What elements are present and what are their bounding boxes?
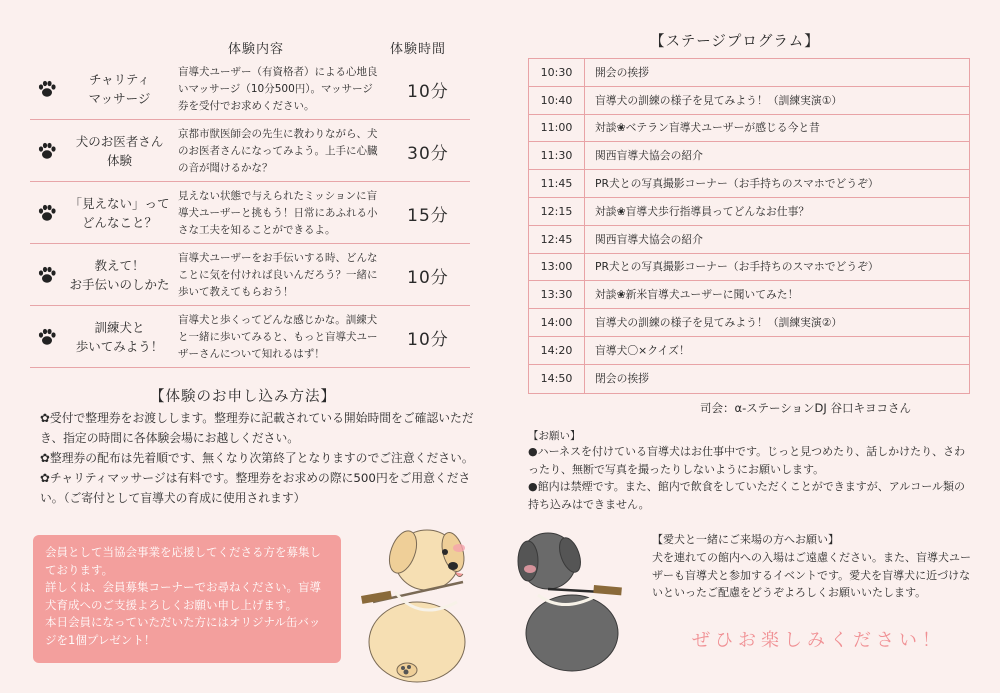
paw-icon (36, 140, 58, 162)
experience-name-cell (30, 120, 175, 182)
experience-duration: 10分 (407, 329, 449, 350)
program-item: PR犬との写真撮影コーナー（お手持ちのスマホでどうぞ） (595, 260, 879, 274)
program-time: 14:00 (529, 309, 585, 336)
program-title: 【ステージプログラム】 (650, 34, 820, 50)
experience-duration: 15分 (407, 205, 449, 226)
program-item: 対談❀ベテラン盲導犬ユーザーが感じる今と昔 (595, 121, 820, 135)
program-item: 開会の挨拶 (595, 65, 649, 79)
paw-icon (36, 78, 58, 100)
experience-row (30, 182, 470, 244)
paw-icon (36, 202, 58, 224)
apply-title: 【体験のお申し込み方法】 (150, 389, 336, 405)
program-time: 11:00 (529, 115, 585, 142)
program-item: 盲導犬〇×クイズ！ (595, 343, 690, 357)
experience-title: 犬のお医者さん 体験 (75, 134, 164, 168)
program-time: 12:15 (529, 198, 585, 225)
program-item: 対談❀盲導犬歩行指導員ってどんなお仕事？ (595, 204, 810, 218)
experience-description: 盲導犬ユーザーをお手伝いする時、どんなことに気を付ければ良いんだろう？一緒に歩いて教えてもらおう！ (178, 252, 378, 298)
program-time: 13:00 (529, 254, 585, 281)
program-time: 11:30 (529, 142, 585, 169)
program-row (529, 59, 969, 87)
program-item: 関西盲導犬協会の紹介 (595, 149, 703, 163)
request-item: ●館内は禁煙です。また、館内で飲食をしていただくことができますが、アルコール類の持ち込みはできません。 (528, 480, 966, 511)
black-guide-dog-illustration (508, 525, 628, 675)
program-time: 13:30 (529, 281, 585, 308)
program-row (529, 337, 969, 365)
experience-duration: 10分 (407, 267, 449, 288)
program-item: 盲導犬の訓練の様子を見てみよう！（訓練実演②） (595, 316, 843, 330)
experience-row (30, 244, 470, 306)
header-experience-time: 体験時間 (390, 42, 447, 57)
experience-title: 訓練犬と 歩いてみよう！ (75, 320, 164, 354)
program-row (529, 365, 969, 393)
experience-description: 盲導犬ユーザー（有資格者）による心地良いマッサージ（10分500円）。マッサージ券を受付でお求めください。 (178, 66, 378, 112)
experience-title: 教えて！ お手伝いのしかた (69, 258, 170, 292)
member-line: 会員として当協会事業を応援してくださる方を募集しております。 (45, 545, 321, 577)
program-row (529, 142, 969, 170)
cream-guide-dog-illustration (355, 512, 490, 688)
experience-duration: 10分 (407, 81, 449, 102)
closing-message: ぜひお楽しみください！ (692, 630, 945, 651)
request-list (528, 443, 973, 513)
mc-credit: 司会：α-ステーションDJ 谷口キヨコさん (700, 401, 911, 415)
program-row (529, 87, 969, 115)
request-title: 【お願い】 (528, 430, 581, 442)
program-item: 対談❀新米盲導犬ユーザーに聞いてみた！ (595, 288, 799, 302)
program-time: 14:20 (529, 337, 585, 364)
program-row (529, 254, 969, 282)
program-row (529, 226, 969, 254)
experience-name-cell (30, 182, 175, 244)
experience-name-cell (30, 244, 175, 306)
program-item: 関西盲導犬協会の紹介 (595, 232, 703, 246)
program-row (529, 198, 969, 226)
experience-description: 盲導犬と歩くってどんな感じかな。訓練犬と一緒に歩いてみると、もっと盲導犬ユーザーさんについて知れるはず！ (178, 314, 378, 360)
flower-icon: ✿ (40, 471, 50, 485)
apply-instructions (40, 408, 480, 508)
apply-paragraph: チャリティマッサージは有料です。整理券をお求めの際に500円をご用意ください。（ご寄付として盲導犬の育成に使用されます） (40, 471, 471, 505)
program-row (529, 281, 969, 309)
program-time: 12:45 (529, 226, 585, 253)
program-item: 盲導犬の訓練の様子を見てみよう！（訓練実演①） (595, 93, 843, 107)
program-row (529, 309, 969, 337)
row-divider (30, 367, 470, 368)
member-line: 本日会員になっていただいた方にはオリジナル缶バッジを1個プレゼント！ (45, 615, 321, 647)
program-item: 閉会の挨拶 (595, 372, 649, 386)
pet-notice-text: 犬を連れての館内への入場はご遠慮ください。また、盲導犬ユーザーも盲導犬と参加するイベントです。愛犬を盲導犬に近づけないといったご配慮をどうぞよろしくお願いいたします。 (652, 551, 971, 599)
paw-icon (36, 264, 58, 286)
pet-notice-title: 【愛犬と一緒にご来場の方へお願い】 (652, 533, 839, 546)
program-time: 10:40 (529, 87, 585, 114)
experience-row (30, 306, 470, 368)
program-row (529, 170, 969, 198)
program-item: PR犬との写真撮影コーナー（お手持ちのスマホでどうぞ） (595, 177, 879, 191)
header-experience-content: 体験内容 (228, 42, 285, 57)
paw-icon (36, 326, 58, 348)
program-time: 14:50 (529, 365, 585, 393)
program-row (529, 115, 969, 143)
experience-description: 京都市獣医師会の先生に教わりながら、犬のお医者さんになってみよう。上手に心臓の音が聞けるかな？ (178, 128, 378, 174)
experience-row (30, 120, 470, 182)
experience-title: チャリティ マッサージ (88, 72, 151, 106)
experience-name-cell (30, 58, 175, 120)
program-table (528, 58, 970, 394)
program-time: 11:45 (529, 170, 585, 197)
experience-duration: 30分 (407, 143, 449, 164)
program-time: 10:30 (529, 59, 585, 86)
member-recruitment-box (33, 535, 341, 663)
apply-paragraph: 整理券の配布は先着順です、無くなり次第終了となりますのでご注意ください。 (49, 451, 474, 465)
experience-name-cell (30, 306, 175, 368)
request-item: ●ハーネスを付けている盲導犬はお仕事中です。じっと見つめたり、話しかけたり、さわったり、無断で写真を撮ったりしないようにお願いします。 (528, 445, 966, 476)
flower-icon: ✿ (40, 411, 50, 425)
flower-icon: ✿ (40, 451, 50, 465)
experience-row (30, 58, 470, 120)
member-line: 詳しくは、会員募集コーナーでお尋ねください。盲導犬育成へのご支援よろしくお願い申し上げます。 (45, 580, 321, 612)
experience-description: 見えない状態で与えられたミッションに盲導犬ユーザーと挑もう！日常にあふれる小さな工夫を知ることができるよ。 (178, 190, 378, 236)
apply-paragraph: 受付で整理券をお渡しします。整理券に記載されている開始時間をご確認いただき、指定の時間に各体験会場にお越しください。 (40, 411, 474, 445)
experience-title: 「見えない」って どんなこと？ (69, 196, 170, 230)
